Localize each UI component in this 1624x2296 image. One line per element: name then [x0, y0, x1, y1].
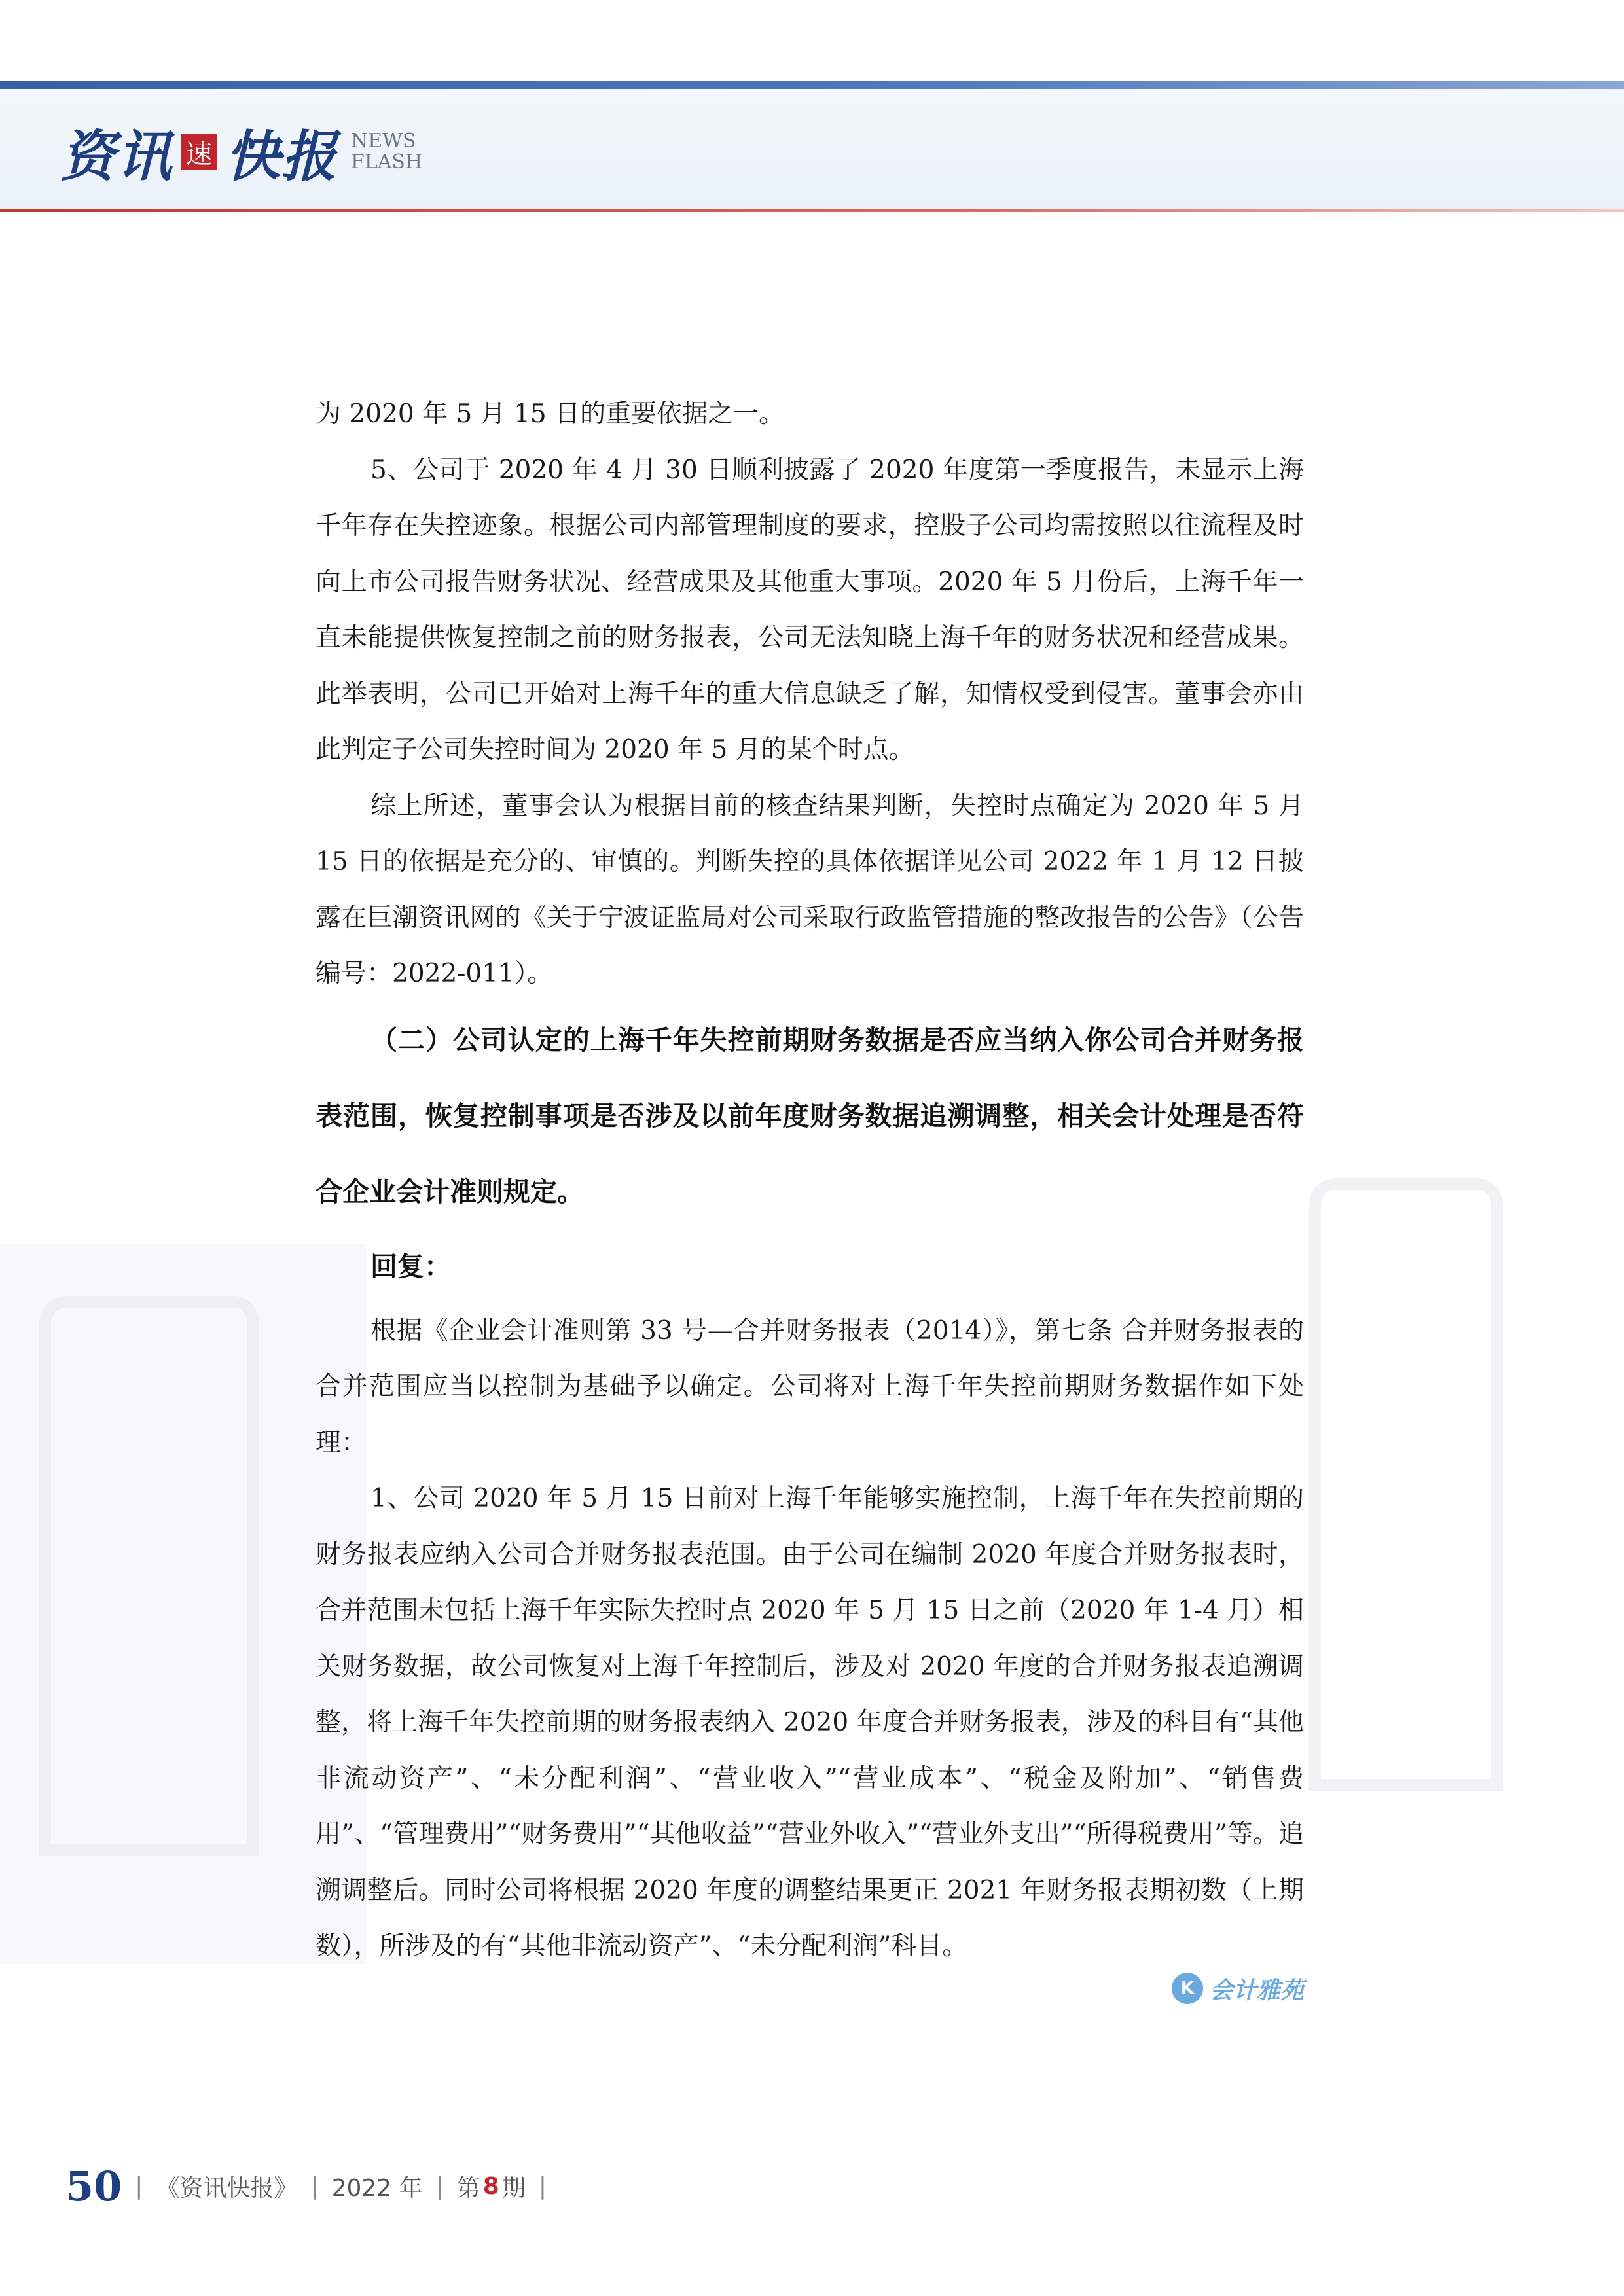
- logo-text-right: 快报: [225, 123, 338, 188]
- section-heading: （二）公司认定的上海千年失控前期财务数据是否应当纳入你公司合并财务报表范围，恢复控制事项是否涉及以前年度财务数据追溯调整，相关会计处理是否符合企业会计准则规定。: [316, 1024, 1304, 1208]
- page-number: 50: [65, 2162, 122, 2210]
- header-bottom-rule: [0, 209, 1624, 212]
- watermark-logo-icon: K: [1172, 1973, 1203, 2004]
- footer-divider: |: [435, 2172, 444, 2200]
- paragraph-3: 综上所述，董事会认为根据目前的核查结果判断，失控时点确定为 2020 年 5 月 15 日的依据是充分的、审慎的。判断失控的具体依据详见公司 2022 年 1 月 12 日披露在巨潮资讯网的《关于宁波证监局对公司采取行政监管措施的整改报告的公告》（公告编号：2022-011）。: [316, 791, 1304, 988]
- footer-divider: |: [538, 2172, 547, 2200]
- logo-english-line-2: FLASH: [351, 151, 423, 173]
- article-body: [316, 386, 1304, 1975]
- footer-issue-suffix: 期: [501, 2174, 526, 2202]
- logo-english: [351, 131, 422, 173]
- source-watermark: [1172, 1970, 1304, 2007]
- reply-label: 回复：: [370, 1250, 451, 1282]
- watermark-text: 会计雅苑: [1210, 1977, 1305, 2004]
- footer-divider: |: [135, 2172, 143, 2200]
- paragraph-1: 为 2020 年 5 月 15 日的重要依据之一。: [316, 399, 785, 429]
- header-top-rule: [0, 81, 1624, 89]
- footer-publication: 《资讯快报》: [156, 2174, 298, 2202]
- logo-english-line-1: NEWS: [351, 130, 416, 152]
- publication-logo: [60, 113, 422, 191]
- footer-issue-number: 8: [482, 2172, 499, 2200]
- paragraph-4: 根据《企业会计准则第 33 号—合并财务报表（2014）》，第七条 合并财务报表的合并范围应当以控制为基础予以确定。公司将对上海千年失控前期财务数据作如下处理：: [316, 1316, 1304, 1458]
- footer-divider: |: [310, 2172, 319, 2200]
- background-arch-2: [1309, 1178, 1503, 1791]
- background-arch-1: [39, 1296, 259, 1856]
- logo-text-left: 资讯: [60, 123, 173, 188]
- paragraph-2: 5、公司于 2020 年 4 月 30 日顺利披露了 2020 年度第一季度报告，未显示上海千年存在失控迹象。根据公司内部管理制度的要求，控股子公司均需按照以往流程及时向上市公司报告财务状况、经营成果及其他重大事项。2020 年 5 月份后，上海千年一直未能提供恢复控制之前的财务报表，公司无法知晓上海千年的财务状况和经营成果。此举表明，公司已开始对上海千年的重大信息缺乏了解，知情权受到侵害。董事会亦由此判定子公司失控时间为 2020 年 5 月的某个时点。: [316, 455, 1304, 764]
- logo-seal: 速: [181, 134, 217, 170]
- footer-issue-prefix: 第: [456, 2174, 480, 2202]
- paragraph-5: 1、公司 2020 年 5 月 15 日前对上海千年能够实施控制，上海千年在失控前期的财务报表应纳入公司合并财务报表范围。由于公司在编制 2020 年度合并财务报表时，合并范围未包括上海千年实际失控时点 2020 年 5 月 15 日之前（2020 年 1-4 月）相关财务数据，故公司恢复对上海千年控制后，涉及对 2020 年度的合并财务报表追溯调整，将上海千年失控前期的财务报表纳入 2020 年度合并财务报表，涉及的科目有“其他非流动资产”、“未分配利润”、“营业收入”“营业成本”、“税金及附加”、“销售费用”、“管理费用”“财务费用”“其他收益”“营业外收入”“营业外支出”“所得税费用”等。追溯调整后。同时公司将根据 2020 年度的调整结果更正 2021 年财务报表期初数（上期数），所涉及的有“其他非流动资产”、“未分配利润”科目。: [316, 1484, 1304, 1961]
- page-footer: [65, 2160, 560, 2212]
- footer-year: 2022 年: [331, 2174, 423, 2202]
